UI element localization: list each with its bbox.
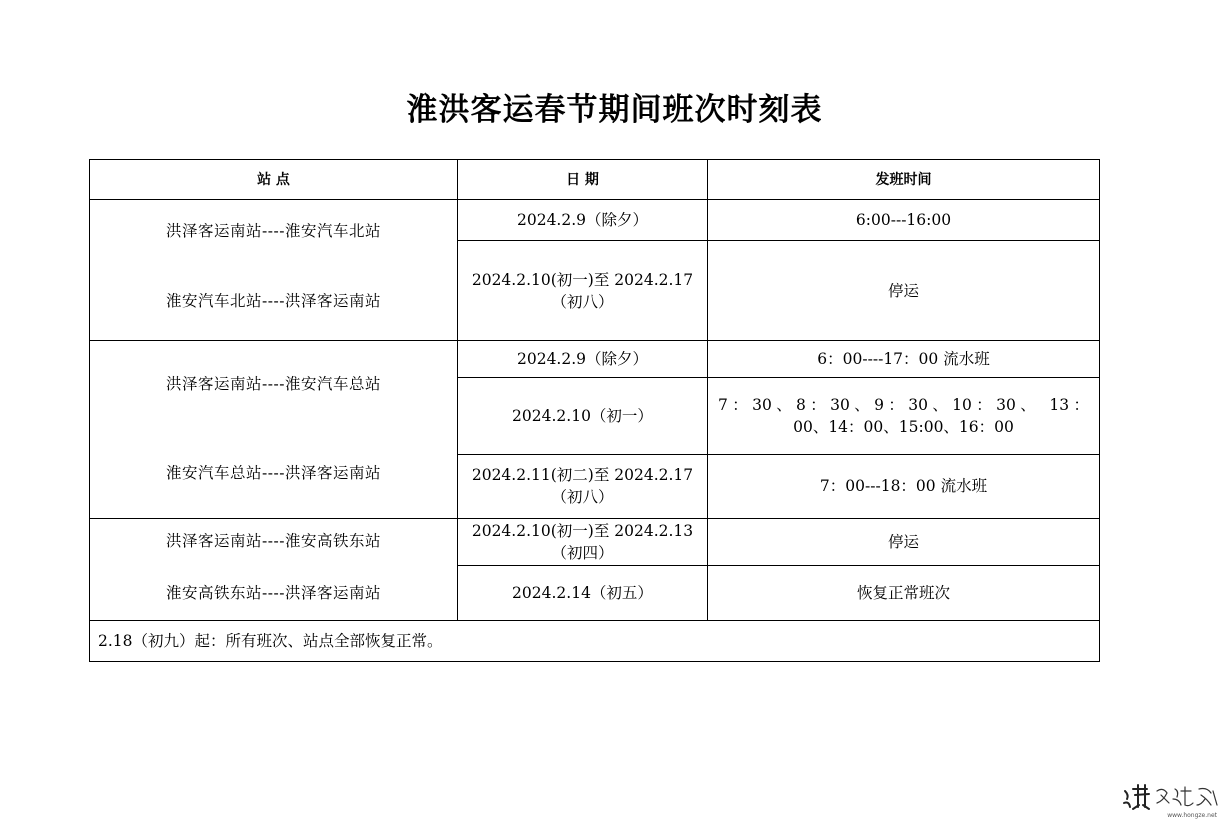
watermark-subtext: www.hongze.net xyxy=(1167,812,1217,819)
station-route: 洪泽客运南站----淮安高铁东站 xyxy=(166,532,381,550)
time-cell: 恢复正常班次 xyxy=(708,566,1100,621)
station-cell xyxy=(90,519,458,621)
time-line: 7：30、8：30、9：30、10：30、 13： xyxy=(718,395,1089,414)
date-cell: 2024.2.10(初一)至 2024.2.17（初八） xyxy=(458,241,708,341)
time-cell: 停运 xyxy=(708,519,1100,566)
time-cell: 7：00---18：00 流水班 xyxy=(708,454,1100,518)
footer-note: 2.18（初九）起：所有班次、站点全部恢复正常。 xyxy=(90,621,1100,662)
date-cell: 2024.2.11(初二)至 2024.2.17（初八） xyxy=(458,454,708,518)
date-cell: 2024.2.9（除夕） xyxy=(458,200,708,241)
date-cell: 2024.2.14（初五） xyxy=(458,566,708,621)
table-row xyxy=(90,341,1100,378)
time-line: 00、14：00、15:00、16：00 xyxy=(793,417,1014,436)
station-route: 洪泽客运南站----淮安汽车总站 xyxy=(166,375,381,393)
table-header-row xyxy=(90,160,1100,200)
page-title: 淮洪客运春节期间班次时刻表 xyxy=(406,92,823,128)
header-time: 发班时间 xyxy=(708,160,1100,200)
header-station: 站 点 xyxy=(90,160,458,200)
time-cell: 停运 xyxy=(708,241,1100,341)
table-row xyxy=(90,621,1100,662)
date-cell: 2024.2.10(初一)至 2024.2.13（初四） xyxy=(458,519,708,566)
time-cell: 6:00---16:00 xyxy=(708,200,1100,241)
station-route: 洪泽客运南站----淮安汽车北站 xyxy=(166,222,381,240)
table-row xyxy=(90,519,1100,566)
station-route: 淮安高铁东站----洪泽客运南站 xyxy=(166,584,381,602)
station-cell xyxy=(90,200,458,341)
table-row xyxy=(90,200,1100,241)
date-cell: 2024.2.10（初一） xyxy=(458,378,708,454)
date-cell: 2024.2.9（除夕） xyxy=(458,341,708,378)
station-cell xyxy=(90,341,458,519)
schedule-table xyxy=(89,159,1100,662)
station-route: 淮安汽车总站----洪泽客运南站 xyxy=(166,464,381,482)
time-cell xyxy=(708,378,1100,454)
header-date: 日 期 xyxy=(458,160,708,200)
station-route: 淮安汽车北站----洪泽客运南站 xyxy=(166,292,381,310)
time-cell: 6：00----17：00 流水班 xyxy=(708,341,1100,378)
